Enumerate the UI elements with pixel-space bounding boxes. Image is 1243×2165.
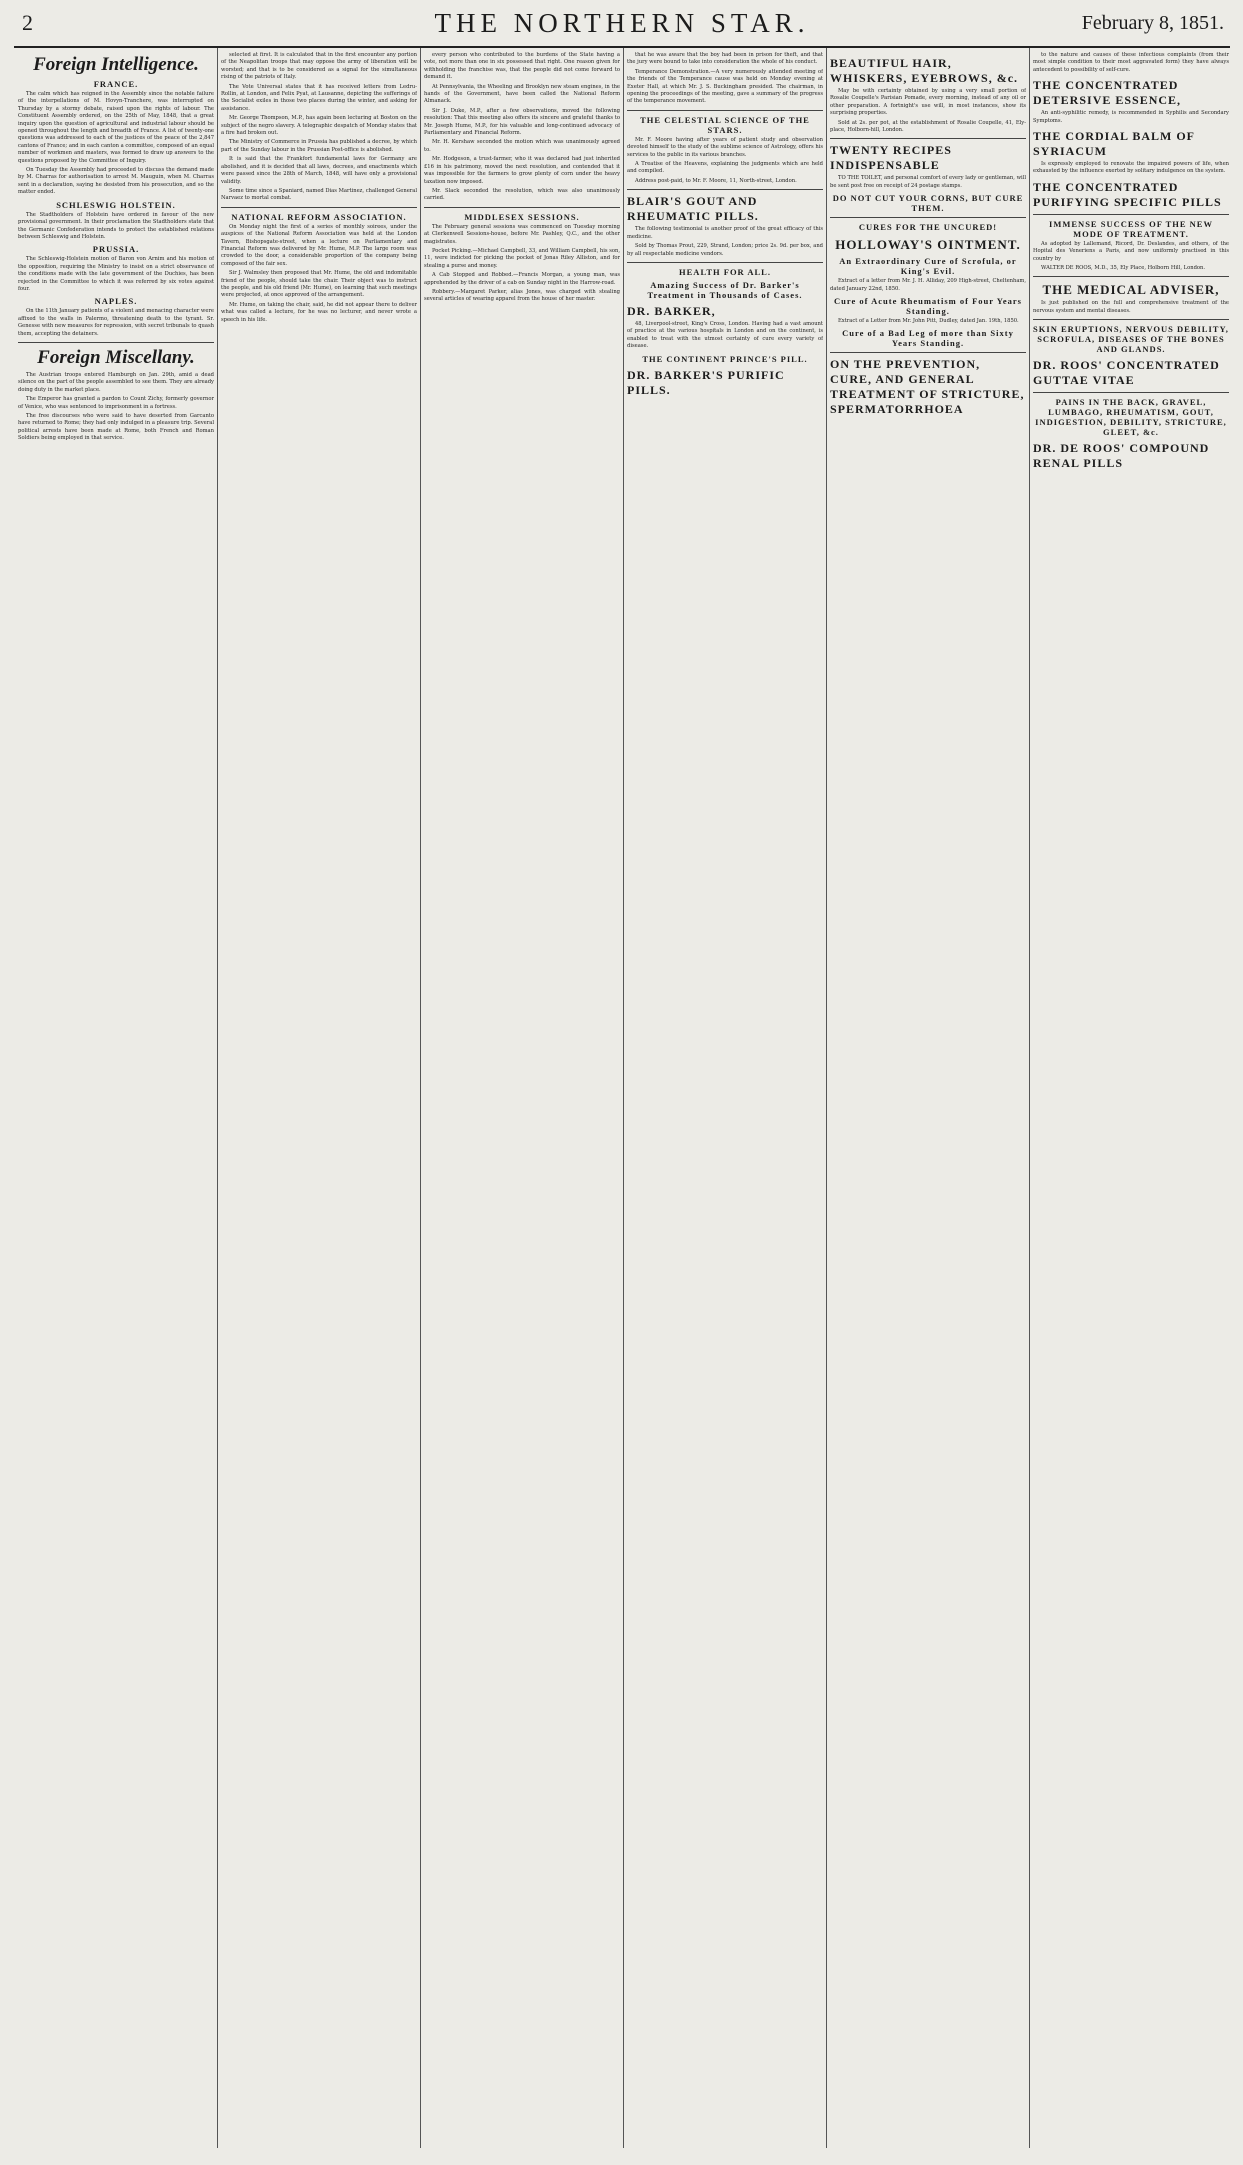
article-paragraph: Mr. Hume, on taking the chair, said, he did not appear there to deliver what was called a lecture, for he was no lecturer, and never wrote a speech in his life. <box>221 301 417 323</box>
section-rule <box>830 138 1026 139</box>
article-paragraph: On Monday night the first of a series of monthly soirees, under the auspices of the National Reform Association was held at the London Tavern, Bishopsgate-street, when a lecture on Parliamentary and Financial Reform was delivered by Mr. Hume, M.P. The large room was crowded to the door, a considerable proportion of the company being composed of the fair sex. <box>221 223 417 267</box>
section-rule <box>627 189 823 190</box>
subheading-schleswig-holstein: SCHLESWIG HOLSTEIN. <box>56 199 176 210</box>
article-paragraph: every person who contributed to the burdens of the State having a vote, not more than one in six possessed that right. One reason given for withholding the franchise was, that the people did not come forward to demand it. <box>424 52 620 81</box>
advertisement-heading: TWENTY RECIPES INDISPENSABLE <box>830 143 952 173</box>
advertisement-heading: DR. DE ROOS' COMPOUND RENAL PILLS <box>1033 441 1210 471</box>
section-rule <box>627 110 823 111</box>
advertisement-heading: BLAIR'S GOUT AND RHEUMATIC PILLS. <box>627 194 759 224</box>
article-paragraph: Pocket Picking.—Michael Campbell, 33, and William Campbell, his son, 11, were indicted for picking the pocket of Jonas Riley Alliston, and for stealing a purse and money. <box>424 247 620 269</box>
article-paragraph: The calm which has reigned in the Assembly since the notable failure of the interpellations of M. Hovyn-Tranchere, was interrupted on Thursday by a stormy debate, raised upon the rights of labour. The Constituent Assembly ordered, on the 25th of May, 1848, that a great inquiry upon the question of agricultural and industrial labour should be opened throughout the length and breadth of France. A list of twenty-one questions was addressed to each of the justices of the peace of the 2,847 cantons of France; and in each canton a committee, composed of an equal number of workmen and masters, was formed to draw up answers to the questions proposed by the Committee of Inquiry. <box>18 91 214 164</box>
advertisement-text: TO THE TOILET, and personal comfort of every lady or gentleman, will be sent post free on receipt of 24 postage stamps. <box>830 175 1026 189</box>
article-paragraph: Temperance Demonstration.—A very numerously attended meeting of the friends of the Temperance cause was held on Monday evening at Exeter Hall, at which Mr. J. S. Buckingham presided. The chairman, in opening the proceedings of the meeting, gave a summary of the progress of the temperance movement. <box>627 68 823 105</box>
subheading-national-reform-association: NATIONAL REFORM ASSOCIATION. <box>231 211 407 222</box>
section-rule <box>830 352 1026 353</box>
article-paragraph: On Tuesday the Assembly had proceeded to discuss the demand made by M. Charras for authorisation to arrest M. Mauguin, when M. Charras sent in a declaration, saying he desisted from his prosecution, and so the matter ended. <box>18 167 214 196</box>
article-paragraph: Mr. Hodgeson, a trust-farmer, who it was declared had just inherited £16 in his patrimony, moved the next resolution, and contended that it was impossible for the farmers to grow plenty of corn under the heavy taxation now imposed. <box>424 156 620 185</box>
section-heading-foreign-miscellany: Foreign Miscellany. <box>37 346 195 368</box>
section-rule <box>1033 319 1229 320</box>
article-paragraph: that he was aware that the boy had been in prison for theft, and that the jury were bound to take into consideration the whole of his conduct. <box>627 52 823 66</box>
subheading-skin-eruptions: SKIN ERUPTIONS, NERVOUS DEBILITY, SCROFULA, DISEASES OF THE BONES AND GLANDS. <box>1033 324 1229 355</box>
advertisement-heading: BEAUTIFUL HAIR, WHISKERS, EYEBROWS, &c. <box>830 56 1019 85</box>
advertisement-text: 48, Liverpool-street, King's Cross, London. Having had a vast amount of practice at the various hospitals in London and on the continent, is enabled to treat with the utmost certainty of cure every variety of disease. <box>627 320 823 350</box>
subheading-prussia: PRUSSIA. <box>92 244 140 255</box>
article-paragraph: Robbery.—Margaret Parker, alias Jones, was charged with stealing several articles of wearing apparel from the house of her master. <box>424 288 620 303</box>
column-divider <box>420 48 421 2148</box>
column-5 <box>830 52 1026 2142</box>
advertisement-text: Sold by Thomas Prout, 229, Strand, London; price 2s. 9d. per box, and by all respectable medicine vendors. <box>627 243 823 257</box>
advertisement-text: Extract of a letter from Mr. J. H. Alliday, 209 High-street, Cheltenham, dated January 22nd, 1850. <box>830 278 1026 292</box>
subheading-celestial-science: THE CELESTIAL SCIENCE OF THE STARS. <box>640 114 810 135</box>
issue-date: February 8, 1851. <box>1081 12 1224 34</box>
advertisement-heading: THE CONCENTRATED PURIFYING SPECIFIC PILLS <box>1033 179 1222 209</box>
article-paragraph: Mr. Slack seconded the resolution, which was also unanimously carried. <box>424 187 620 202</box>
advertisement-text: An anti-syphilitic remedy, is recommended in Syphilis and Secondary Symptoms. <box>1033 110 1229 124</box>
section-rule <box>627 262 823 263</box>
article-paragraph: Sir J. Walmsley then proposed that Mr. Hume, the old and indomitable friend of the people, should take the chair. Their object was to instruct the people, and his old friend (Mr. Hume), on learning that such meetings were projected, at once approved of the arrangement. <box>221 270 417 299</box>
article-paragraph: It is said that the Frankfort fundamental laws for Germany are abolished, and it is decided that all laws, decrees, and enactments which were passed since the 28th of March, 1848, will have only a provisional validity. <box>221 156 417 185</box>
advertisement-text: A Treatise of the Heavens, explaining the judgments which are held and compiled. <box>627 161 823 175</box>
subheading-pains-in-back: PAINS IN THE BACK, GRAVEL, LUMBAGO, RHEUMATISM, GOUT, INDIGESTION, DEBILITY, STRICTURE, GLEET, &c. <box>1035 397 1227 438</box>
column-1 <box>18 52 214 2142</box>
advertisement-text: to the nature and causes of these infectious complaints (from their most simple condition to their most aggravated form) they have always antecedent to possibility of self-cure. <box>1033 52 1229 73</box>
column-divider <box>623 48 624 2148</box>
article-paragraph: The free discourses who were said to have deserted from Garcanto have returned to Rome; they had only indulged in a pleasure trip. Several political arrests have been made at Rome, both French and Roman Soldiers being employed in that service. <box>18 413 214 442</box>
section-rule <box>1033 214 1229 215</box>
advertisement-heading: ON THE PREVENTION, CURE, AND GENERAL TREATMENT OF STRICTURE, SPERMATORRHOEA <box>830 357 1025 417</box>
advertisement-text: WALTER DE ROOS, M.D., 35, Ely Place, Holborn Hill, London. <box>1041 265 1205 272</box>
advertisement-text: The following testimonial is another proof of the great efficacy of this medicine. <box>627 226 823 240</box>
subheading-france: FRANCE. <box>93 79 139 89</box>
article-paragraph: Mr. George Thompson, M.P., has again been lecturing at Boston on the subject of the negro slavery. A telegraphic despatch of Monday states that a fire had broken out. <box>221 115 417 137</box>
advertisement-heading: THE CONCENTRATED DETERSIVE ESSENCE, <box>1033 78 1182 108</box>
advertisement-text: As adopted by Lallemand, Ricord, Dr. Deslandes, and others, of the Hopital des Veneriens a Paris, and now uniformly practised in this country by <box>1033 240 1229 262</box>
advertisement-heading: DR. BARKER, <box>627 303 716 318</box>
masthead <box>14 0 1230 48</box>
section-heading-foreign-intelligence: Foreign Intelligence. <box>33 54 199 75</box>
subheading-cures: CURES FOR THE UNCURED! <box>858 222 998 233</box>
column-divider <box>1029 48 1030 2148</box>
section-rule <box>424 207 620 208</box>
section-rule <box>1033 276 1229 277</box>
section-rule <box>221 207 417 208</box>
advertisement-text: Mr. F. Moore having after years of patient study and observation devoted himself to the study of the sublime science of Astrology, offers his services to the public in its various branches. <box>627 136 823 158</box>
article-paragraph: The Schleswig-Holstein motion of Baron von Arnim and his motion of the opposition, requiring the Ministry to insist on a strict observance of the conditions made with the late government of the Duchies, has been rejected in the Committee to which it was referred by six votes against four. <box>18 256 214 292</box>
article-paragraph: Sir J. Duke, M.P., after a few observations, moved the following resolution: That this meeting also offers its sincere and grateful thanks to Mr. Joseph Hume, M.P., for his valuable and long-continued advocacy of Parliamentary and Financial Reform. <box>424 107 620 137</box>
advertisement-text: Sold at 2s. per pot, at the establishment of Rosalie Coupelle, 41, Ely-place, Holborn-hill, London. <box>830 119 1026 134</box>
subheading-health-for-all: HEALTH FOR ALL. <box>679 266 771 277</box>
column-2 <box>221 52 417 2142</box>
advertisement-text: Address post-paid, to Mr. F. Moore, 11, North-street, London. <box>635 177 797 184</box>
section-rule <box>18 342 214 343</box>
advertisement-heading: THE CORDIAL BALM OF SYRIACUM <box>1033 129 1195 159</box>
column-6 <box>1033 52 1229 2142</box>
subheading-immense-success: IMMENSE SUCCESS OF THE NEW MODE OF TREATMENT. <box>1049 218 1213 239</box>
article-paragraph: selected at first. It is calculated that in the first encounter any portion of the Neapolitan troops that may oppose the army of liberation will be worsted; and that is to be considered as a signal for the simultaneous rising of the patriots of Italy. <box>221 52 417 81</box>
advertisement-heading: THE MEDICAL ADVISER, <box>1042 282 1220 298</box>
article-paragraph: Some time since a Spaniard, named Dias Martinez, challenged General Narvaez to mortal combat. <box>221 187 417 202</box>
subheading-prince-pill: THE CONTINENT PRINCE'S PILL. <box>642 353 808 364</box>
column-3 <box>424 52 620 2142</box>
subheading-scrofula: An Extraordinary Cure of Scrofula, or King's Evil. <box>839 256 1017 277</box>
column-divider <box>826 48 827 2148</box>
article-paragraph: The Vote Universal states that it has received letters from Ledru-Rollin, at London, and Felix Pyat, at Lausanne, depicting the sufferings of the Socialist exiles in those two places during the winter, and asking for assistance. <box>221 83 417 112</box>
advertisement-text: Is expressly employed to renovate the impaired powers of life, when exhausted by the influence exerted by solitary indulgence on the system. <box>1033 161 1229 175</box>
subheading-corns: DO NOT CUT YOUR CORNS, BUT CURE THEM. <box>832 193 1024 214</box>
article-paragraph: The Stadtholders of Holstein have ordered in favour of the new provisional government. In their proclamation the Stadtholders state that the Germanic Confederation intends to protect the established relations between Schleswig and Holstein. <box>18 211 214 240</box>
advertisement-heading: DR. ROOS' CONCENTRATED GUTTAE VITAE <box>1033 358 1220 388</box>
newspaper-title: THE NORTHERN STAR. <box>434 8 810 38</box>
article-paragraph: The Ministry of Commerce in Prussia has published a decree, by which part of the Sunday labour in the Prussian Post-office is abolished. <box>221 139 417 153</box>
page-number: 2 <box>22 10 33 35</box>
advertisement-heading: DR. BARKER'S PURIFIC PILLS. <box>627 367 785 397</box>
subheading-bad-leg: Cure of a Bad Leg of more than Sixty Years Standing. <box>842 328 1014 349</box>
advertisement-text: May be with certainty obtained by using a very small portion of Rosalie Coupelle's Parisian Pomade, every morning, instead of any oil or other preparation. A fortnight's use will, in most instances, show its surprising properties. <box>830 88 1026 117</box>
article-paragraph: A Cab Stopped and Robbed.—Francis Morgan, a young man, was apprehended by the driver of a cab on Sunday night in the Harrow-road. <box>424 272 620 286</box>
section-rule <box>1033 392 1229 393</box>
advertisement-text: Is just published on the full and comprehensive treatment of the nervous system and mental diseases. <box>1033 300 1229 314</box>
advertisement-text: Extract of a Letter from Mr. John Pitt, Dudley, dated Jan. 19th, 1850. <box>838 318 1019 325</box>
subheading-middlesex-sessions: MIDDLESEX SESSIONS. <box>464 211 580 222</box>
article-paragraph: Mr. H. Kershaw seconded the motion which was unanimously agreed to. <box>424 139 620 153</box>
column-divider <box>217 48 218 2148</box>
subheading-rheumatism: Cure of Acute Rheumatism of Four Years Standing. <box>834 296 1022 317</box>
article-paragraph: The Austrian troops entered Hamburgh on Jan. 29th, amid a dead silence on the part of the people assembled to see them. They are already doing duty in the market place. <box>18 371 214 393</box>
subheading-dr-barker: Amazing Success of Dr. Barker's Treatment in Thousands of Cases. <box>647 279 803 300</box>
article-paragraph: On the 11th January patients of a violent and menacing character were affixed to the walls in Palermo, threatening death to the tyrant. Sr. Genesse with new measures for repression, with secret tribunals to quash them, accepting the detainers. <box>18 308 214 337</box>
article-paragraph: The Emperor has granted a pardon to Count Zichy, formerly governor of Venice, who was sentenced to imprisonment in a fortress. <box>18 396 214 410</box>
section-rule <box>830 217 1026 218</box>
advertisement-heading: HOLLOWAY'S OINTMENT. <box>835 237 1021 253</box>
subheading-naples: NAPLES. <box>94 296 138 307</box>
column-4 <box>627 52 823 2142</box>
article-paragraph: The February general sessions was commenced on Tuesday morning at Clerkenwell Sessions-house, before Mr. Pashley, Q.C., and the other magistrates. <box>424 223 620 245</box>
article-paragraph: At Pennsylvania, the Wheeling and Brooklyn new steam engines, in the hands of the Government, have been called the National Reform Almanack. <box>424 83 620 105</box>
